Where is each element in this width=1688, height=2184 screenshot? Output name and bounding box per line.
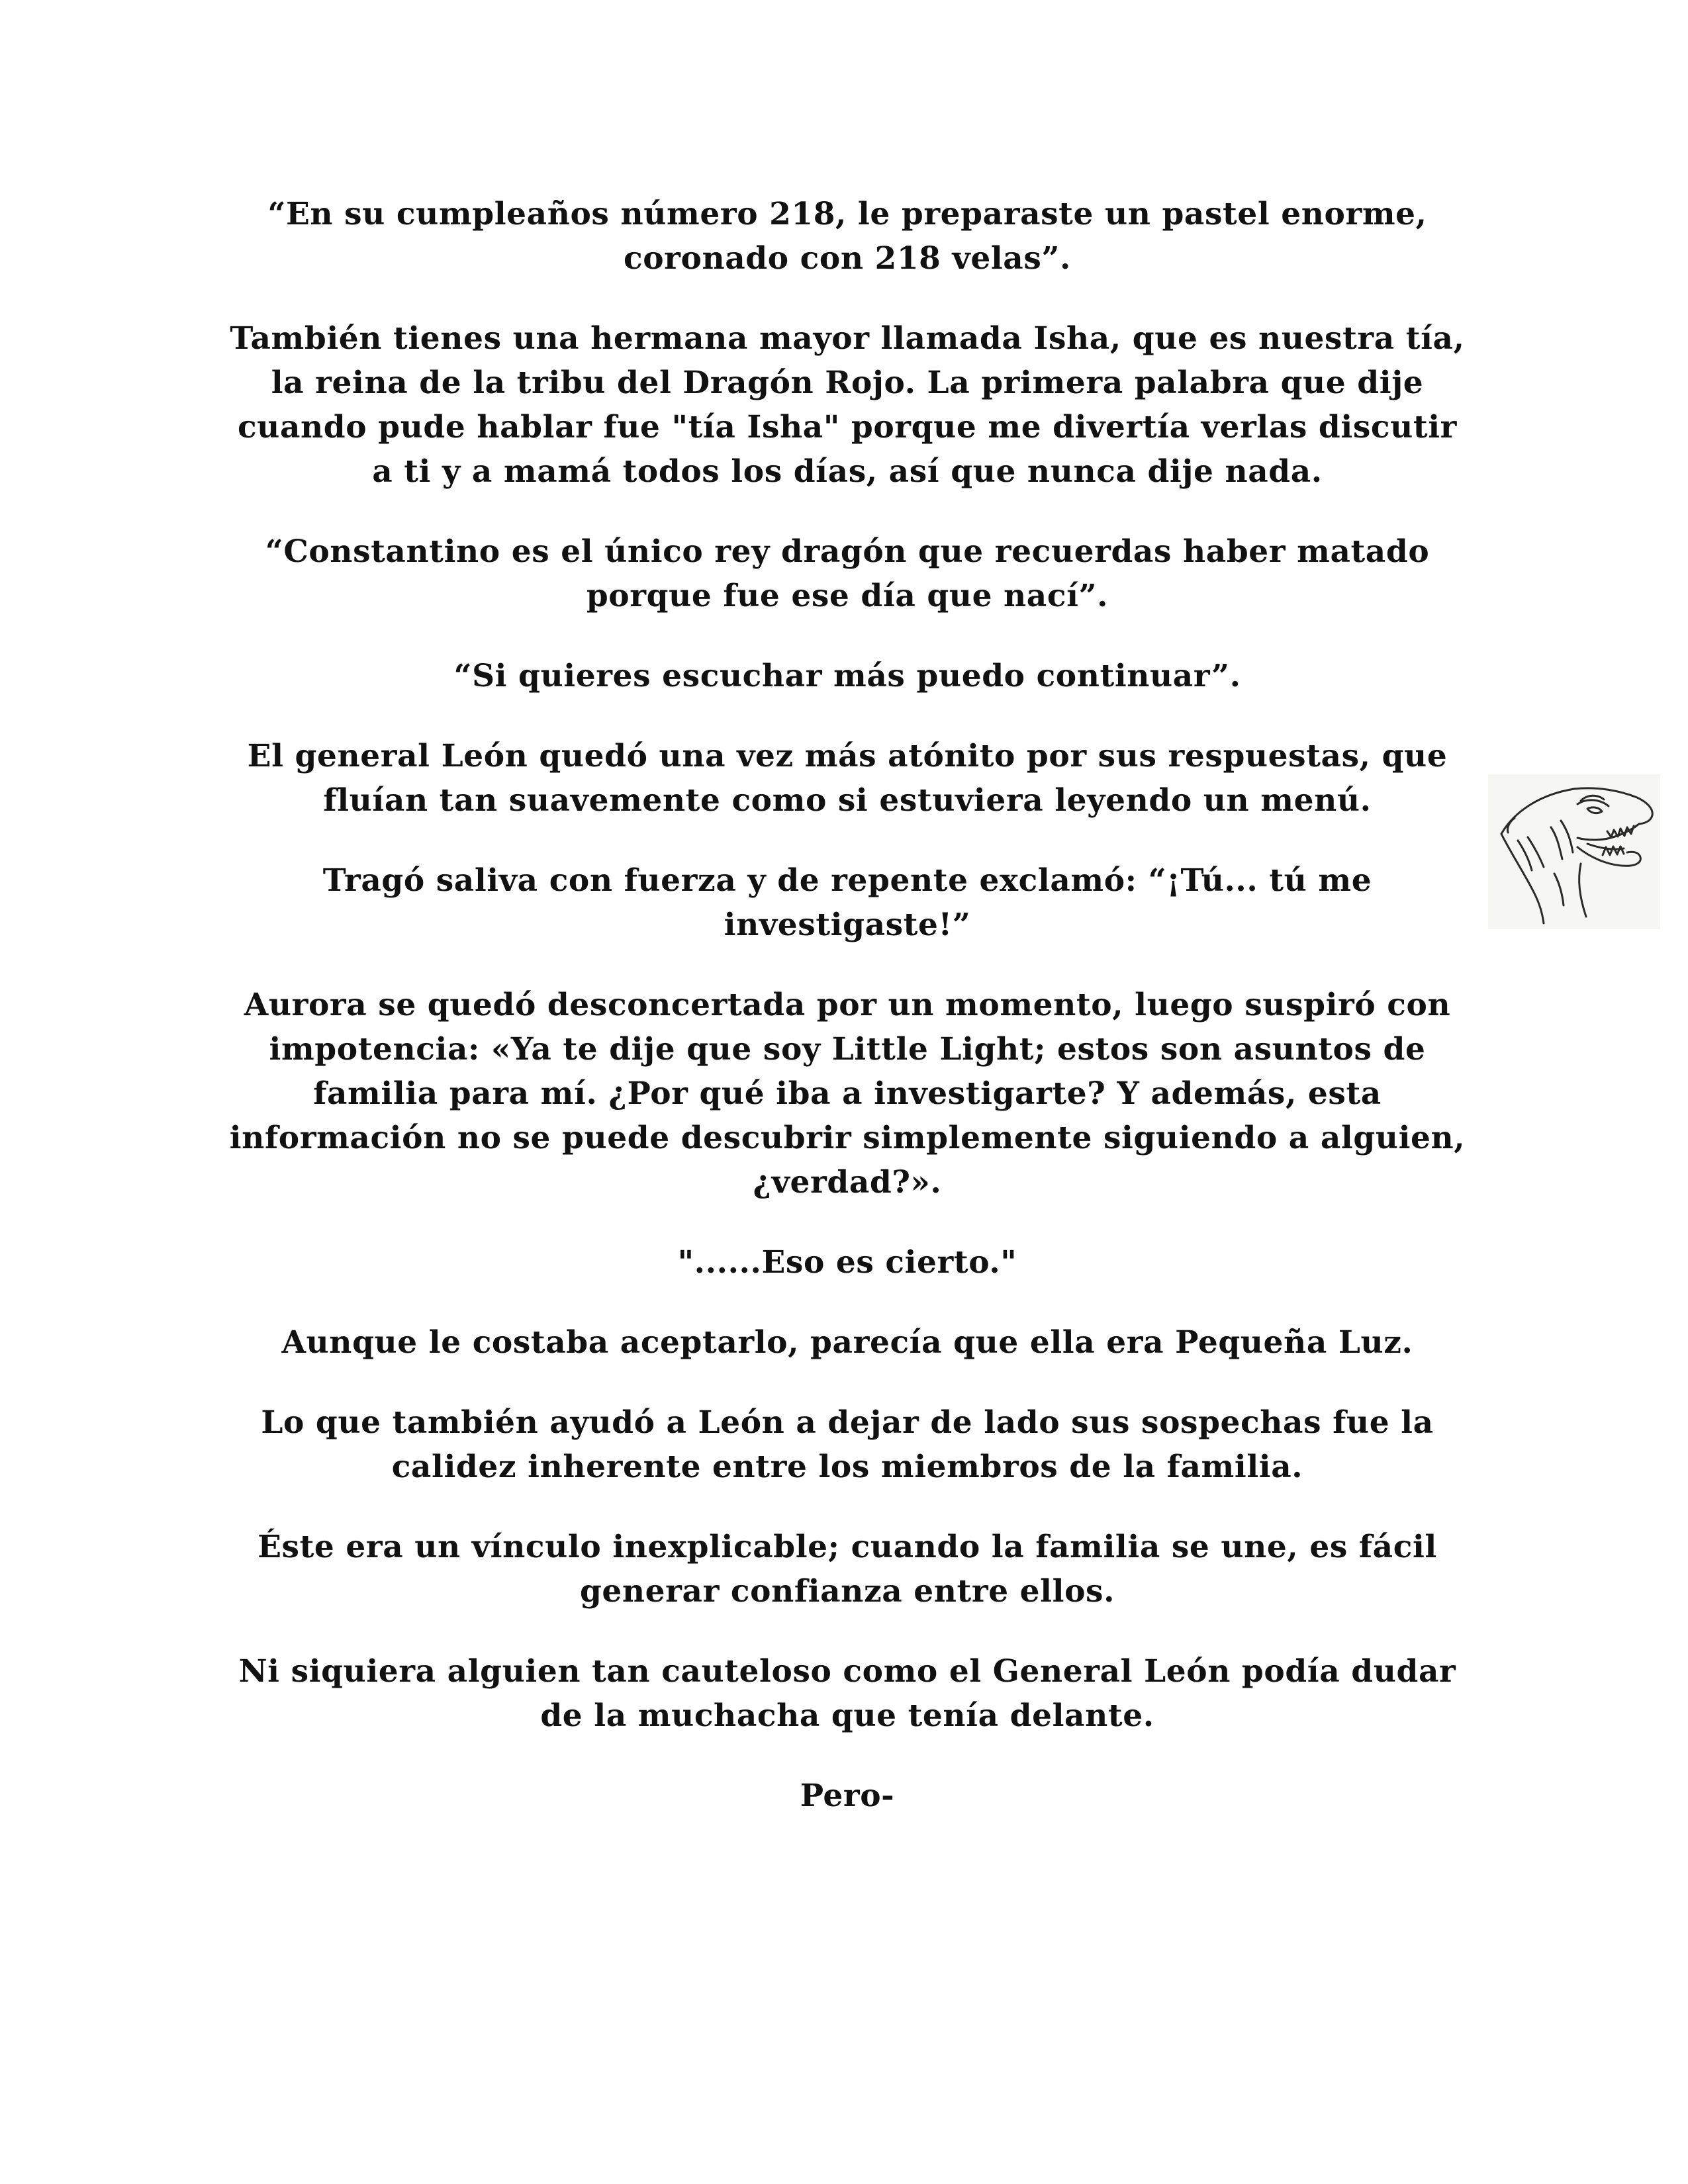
- paragraph-6: Tragó saliva con fuerza y de repente exclamó: “¡Tú... tú me investigaste!”: [322, 862, 1372, 943]
- paragraph-2: También tienes una hermana mayor llamada Isha, que es nuestra tía, la reina de la tribu del Dragón Rojo. La primera palabra que dije cuando pude hablar fue "tía Isha" porque me divertía verlas discutir a ti y a mamá todos los días, así que nunca dije nada.: [230, 320, 1465, 490]
- paragraph-5: El general León quedó una vez más atónito por sus respuestas, que fluían tan suavemente como si estuviera leyendo un menú.: [247, 738, 1448, 819]
- paragraph-3: “Constantino es el único rey dragón que recuerdas haber matado porque fue ese día que nací”.: [265, 533, 1430, 614]
- paragraph-13: Pero-: [800, 1778, 895, 1814]
- dinosaur-sketch-icon: [1488, 774, 1660, 929]
- paragraph-9: Aunque le costaba aceptarlo, parecía que ella era Pequeña Luz.: [281, 1324, 1413, 1361]
- paragraph-7: Aurora se quedó desconcertada por un momento, luego suspiró con impotencia: «Ya te dije que soy Little Light; estos son asuntos de familia para mí. ¿Por qué iba a investigarte? Y además, esta información no se puede descubrir simplemente siguiendo a alguien, ¿verdad?».: [229, 987, 1466, 1201]
- paragraph-4: “Si quieres escuchar más puedo continuar”.: [453, 658, 1241, 694]
- paragraph-8: "......Eso es cierto.": [677, 1244, 1017, 1281]
- paragraph-12: Ni siquiera alguien tan cauteloso como el General León podía dudar de la muchacha que tenía delante.: [238, 1653, 1456, 1734]
- paragraph-1: “En su cumpleaños número 218, le preparaste un pastel enorme, coronado con 218 velas”.: [267, 196, 1427, 277]
- paragraph-10: Lo que también ayudó a León a dejar de lado sus sospechas fue la calidez inherente entre los miembros de la familia.: [261, 1404, 1434, 1485]
- paragraph-11: Éste era un vínculo inexplicable; cuando la familia se une, es fácil generar confianza entre ellos.: [258, 1529, 1437, 1610]
- story-text: [225, 192, 1470, 1854]
